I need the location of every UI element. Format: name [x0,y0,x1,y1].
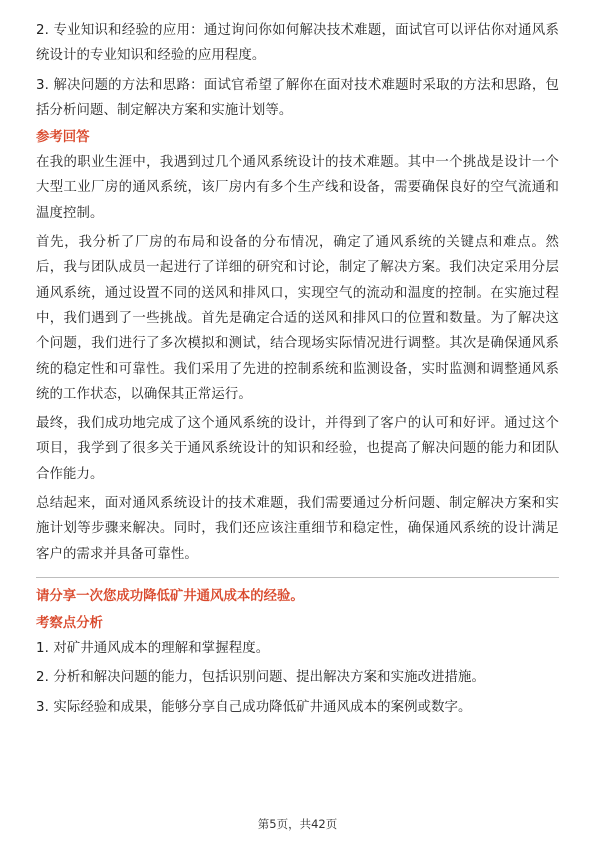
analysis-item-1: 1. 对矿井通风成本的理解和掌握程度。 [36,640,270,656]
section-divider [36,577,559,578]
page-number: 第5页，共42页 [257,817,338,831]
reference-answer-heading: 参考回答 [36,130,90,146]
question-title: 请分享一次您成功降低矿井通风成本的经验。 [36,588,304,604]
analysis-item-3: 3. 实际经验和成果，能够分享自己成功降低矿井通风成本的案例或数字。 [36,699,472,715]
document-page [36,18,559,720]
answer-paragraph: 最终，我们成功地完成了这个通风系统的设计，并得到了客户的认可和好评。通过这个项目，我学到了很多关于通风系统设计的知识和经验，也提高了解决问题的能力和团队合作能力。 [36,416,559,482]
analysis-heading: 考察点分析 [36,615,103,631]
answer-paragraph: 首先，我分析了厂房的布局和设备的分布情况，确定了通风系统的关键点和难点。然后，我与团队成员一起进行了详细的研究和讨论，制定了解决方案。我们决定采用分层通风系统，通过设置不同的送风和排风口，实现空气的流动和温度的控制。在实施过程中，我们遇到了一些挑战。首先是确定合适的送风和排风口的位置和数量。为了解决这个问题，我们进行了多次模拟和测试，结合现场实际情况进行调整。其次是确保通风系统的稳定性和可靠性。我们采用了先进的控制系统和监测设备，实时监测和调整通风系统的工作状态，以确保其正常运行。 [36,235,559,402]
answer-paragraph: 在我的职业生涯中，我遇到过几个通风系统设计的技术难题。其中一个挑战是设计一个大型工业厂房的通风系统，该厂房内有多个生产线和设备，需要确保良好的空气流通和温度控制。 [36,155,559,221]
criteria-item-3: 3. 解决问题的方法和思路：面试官希望了解你在面对技术难题时采取的方法和思路，包括分析问题、制定解决方案和实施计划等。 [36,77,559,118]
analysis-item-2: 2. 分析和解决问题的能力，包括识别问题、提出解决方案和实施改进措施。 [36,670,486,686]
answer-paragraph: 总结起来，面对通风系统设计的技术难题，我们需要通过分析问题、制定解决方案和实施计划等步骤来解决。同时，我们还应该注重细节和稳定性，确保通风系统的设计满足客户的需求并具备可靠性。 [36,496,559,562]
criteria-item-2: 2. 专业知识和经验的应用：通过询问你如何解决技术难题，面试官可以评估你对通风系统设计的专业知识和经验的应用程度。 [36,23,559,64]
